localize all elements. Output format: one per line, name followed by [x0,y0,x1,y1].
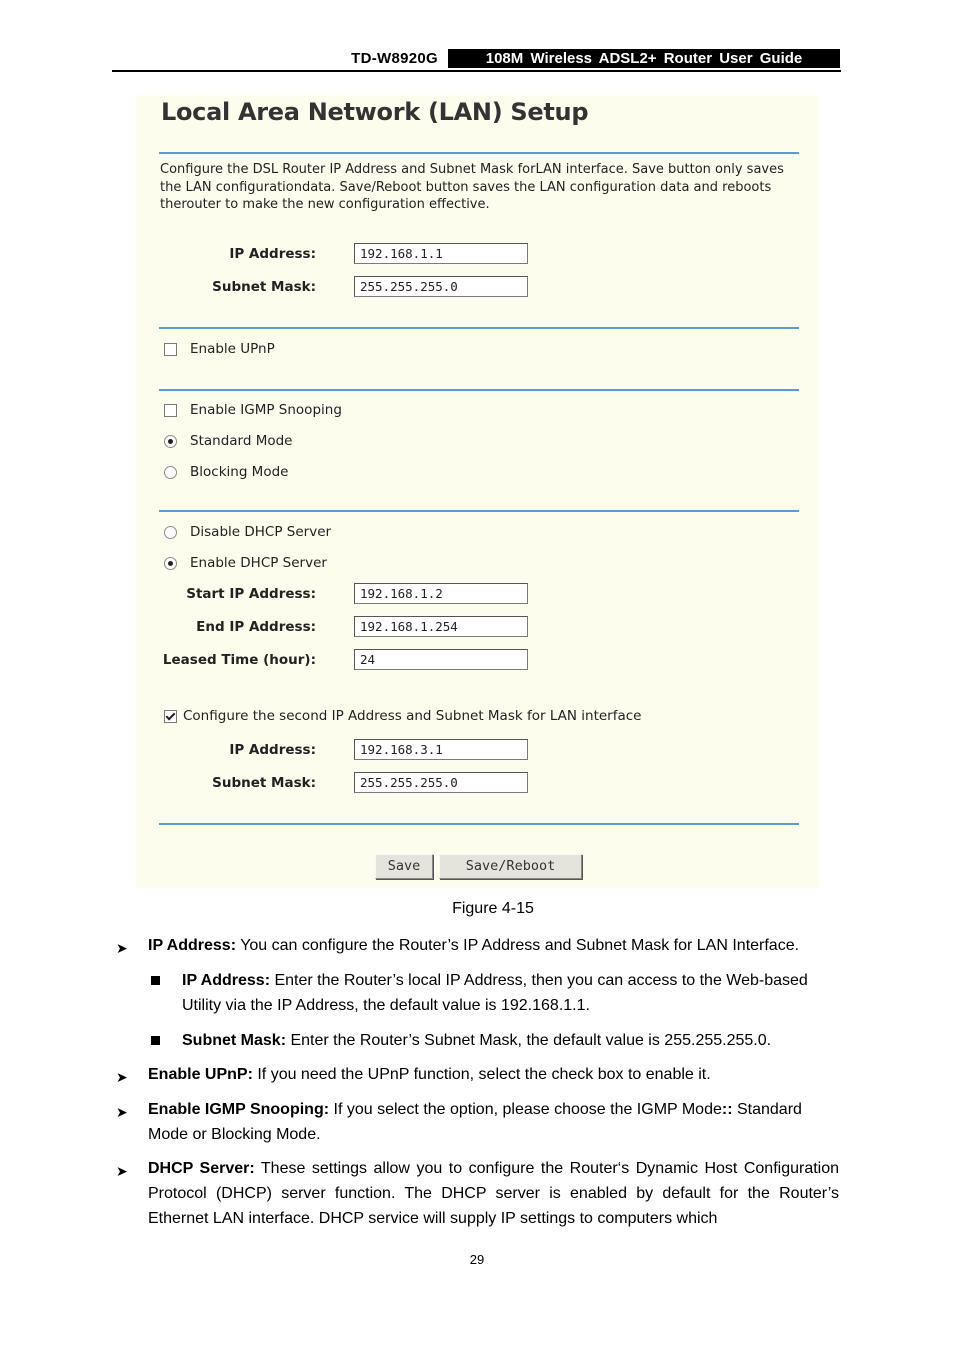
standard-mode-label: Standard Mode [190,433,293,449]
enable-dhcp-option[interactable] [164,555,327,571]
arrow-bullet-icon: ➤ [116,1069,128,1085]
figure-caption: Figure 4-15 [452,900,534,917]
list-item [148,933,839,958]
subnet-mask-label: Subnet Mask: [212,279,316,295]
divider [159,389,799,391]
item-text: You can configure the Router’s IP Address and Subnet Mask for LAN Interface. [236,937,800,954]
divider [159,823,799,825]
list-item [182,1028,839,1053]
ip-address-input[interactable]: 192.168.1.1 [354,243,528,264]
square-bullet-icon [151,1036,160,1045]
disable-dhcp-option[interactable] [164,524,331,540]
start-ip-input[interactable]: 192.168.1.2 [354,583,528,604]
screen-title: Local Area Network (LAN) Setup [161,98,589,126]
page-number: 29 [469,1252,485,1267]
arrow-bullet-icon: ➤ [116,1163,128,1179]
item-text: Standard Mode or Blocking Mode. [148,1101,802,1143]
igmp-option[interactable] [164,402,342,418]
arrow-bullet-icon: ➤ [116,1104,128,1120]
ip-address-label: IP Address: [229,246,316,262]
save-button[interactable]: Save [375,854,433,879]
mask2-label: Subnet Mask: [212,775,316,791]
igmp-label: Enable IGMP Snooping [190,402,342,418]
second-ip-option[interactable] [164,708,642,724]
item-heading: Enable UPnP: [148,1066,253,1083]
start-ip-label: Start IP Address: [186,586,316,602]
standard-mode-radio[interactable] [164,435,177,448]
item-text: These settings allow you to configure the Router‘s Dynamic Host Configuration Protocol (DHCP) server function. The DHCP server is enabled by default for the Router’s Ethernet LAN interface. DHCP service will supply IP settings to computers which [148,1160,840,1227]
item-text: Enter the Router’s local IP Address, then you can access to the Web-based Utility via the IP Address, the default value is 192.168.1.1. [182,972,808,1014]
list-item [148,1156,839,1231]
enable-dhcp-label: Enable DHCP Server [190,555,327,571]
item-text: If you select the option, please choose the IGMP Mode [329,1101,722,1118]
screen-description: Configure the DSL Router IP Address and Subnet Mask forLAN interface. Save button only saves the LAN configurationdata. Save/Reboot button saves the LAN configuration data and reboots therouter to make the new configuration effective. [160,162,784,212]
second-ip-checkbox[interactable] [164,710,177,723]
upnp-label: Enable UPnP [190,341,275,357]
item-heading: Subnet Mask: [182,1032,287,1049]
standard-mode-option[interactable] [164,433,293,449]
item-heading: IP Address: [148,937,237,954]
blocking-mode-radio[interactable] [164,466,177,479]
header-title: 108M Wireless ADSL2+ Router User Guide [448,49,840,68]
divider [159,152,799,154]
item-heading: IP Address: [182,972,271,989]
igmp-checkbox[interactable] [164,404,177,417]
list-item [148,1097,839,1147]
end-ip-label: End IP Address: [196,619,316,635]
lease-time-input[interactable]: 24 [354,649,528,670]
arrow-bullet-icon: ➤ [116,940,128,956]
divider [159,327,799,329]
ip2-input[interactable]: 192.168.3.1 [354,739,528,760]
item-text: If you need the UPnP function, select the check box to enable it. [252,1066,711,1083]
item-heading: Enable IGMP Snooping: [148,1101,330,1118]
square-bullet-icon [151,976,160,985]
disable-dhcp-radio[interactable] [164,526,177,539]
list-item [148,1062,839,1087]
lease-time-label: Leased Time (hour): [162,652,316,668]
lan-setup-screenshot [136,95,818,888]
subnet-mask-input[interactable]: 255.255.255.0 [354,276,528,297]
item-heading: DHCP Server: [148,1160,255,1177]
item-text: Enter the Router’s Subnet Mask, the default value is 255.255.255.0. [286,1032,772,1049]
enable-dhcp-radio[interactable] [164,557,177,570]
second-ip-label: Configure the second IP Address and Subnet Mask for LAN interface [183,708,642,724]
save-reboot-button[interactable]: Save/Reboot [439,854,582,879]
header-model: TD-W8920G [351,50,438,67]
blocking-mode-label: Blocking Mode [190,464,289,480]
blocking-mode-option[interactable] [164,464,288,480]
item-colons: :: [721,1101,733,1118]
header-rule [112,70,841,72]
end-ip-input[interactable]: 192.168.1.254 [354,616,528,637]
upnp-checkbox[interactable] [164,343,177,356]
page-header [112,49,840,71]
mask2-input[interactable]: 255.255.255.0 [354,772,528,793]
divider [159,510,799,512]
disable-dhcp-label: Disable DHCP Server [190,524,332,540]
list-item [182,968,839,1018]
ip2-label: IP Address: [229,742,316,758]
upnp-option[interactable] [164,341,275,357]
